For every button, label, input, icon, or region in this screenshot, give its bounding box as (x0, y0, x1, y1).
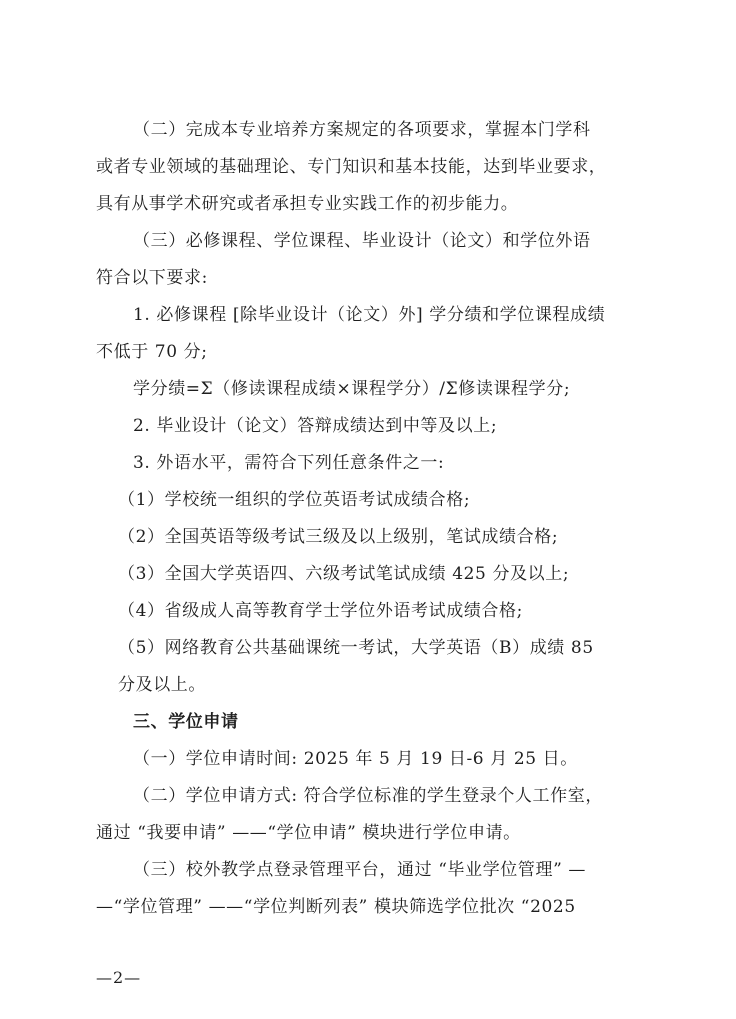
paragraph-line: 不低于 70 分; (96, 342, 208, 362)
paragraph-line: （一）学位申请时间: 2025 年 5 月 19 日-6 月 25 日。 (133, 749, 578, 769)
paragraph-line: 通过 “我要申请” ——“学位申请” 模块进行学位申请。 (96, 823, 521, 843)
paragraph-line: 符合以下要求: (96, 268, 208, 288)
paragraph-line: （三）校外教学点登录管理平台，通过 “毕业学位管理” — (133, 860, 586, 880)
paragraph-line: （三）必修课程、学位课程、毕业设计（论文）和学位外语 (133, 231, 591, 251)
paragraph-line: 或者专业领域的基础理论、专门知识和基本技能，达到毕业要求， (96, 157, 607, 177)
paragraph-line: （二）完成本专业培养方案规定的各项要求，掌握本门学科 (133, 120, 591, 140)
list-item: （5）网络教育公共基础课统一考试，大学英语（B）成绩 85 (118, 638, 594, 658)
list-item: （1）学校统一组织的学位英语考试成绩合格; (118, 490, 471, 510)
section-heading: 三、学位申请 (133, 712, 239, 732)
list-item: （3）全国大学英语四、六级考试笔试成绩 425 分及以上; (118, 564, 570, 584)
paragraph-line: （二）学位申请方式: 符合学位标准的学生登录个人工作室， (133, 786, 603, 806)
paragraph-line: —“学位管理” ——“学位判断列表” 模块筛选学位批次 “2025 (96, 897, 576, 917)
paragraph-line: 3. 外语水平，需符合下列任意条件之一: (133, 453, 445, 473)
paragraph-line: 1. 必修课程 [除毕业设计（论文）外] 学分绩和学位课程成绩 (133, 305, 606, 325)
list-item: （2）全国英语等级考试三级及以上级别，笔试成绩合格; (118, 527, 559, 547)
paragraph-line: 具有从事学术研究或者承担专业实践工作的初步能力。 (96, 194, 519, 214)
page-number: —2— (96, 968, 142, 987)
formula-line: 学分绩=Σ（修读课程成绩×课程学分）/Σ修读课程学分; (133, 379, 571, 399)
list-item-continuation: 分及以上。 (118, 675, 206, 695)
paragraph-line: 2. 毕业设计（论文）答辩成绩达到中等及以上; (133, 416, 498, 436)
list-item: （4）省级成人高等教育学士学位外语考试成绩合格; (118, 601, 523, 621)
